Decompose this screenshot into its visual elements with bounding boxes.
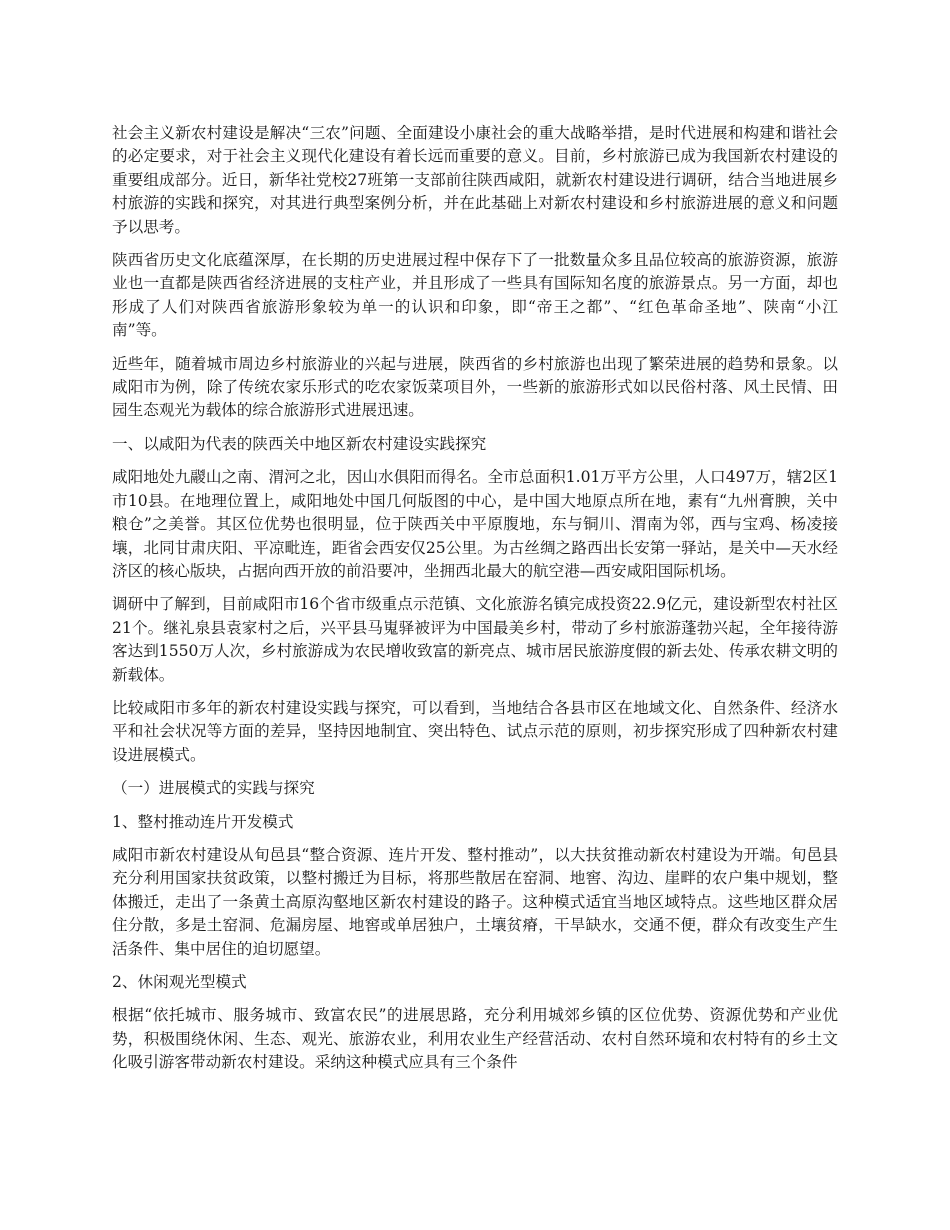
paragraph-four-models: 比较咸阳市多年的新农村建设实践与探究，可以看到，当地结合各县市区在地域文化、自然条件、经济水平和社会状况等方面的差异，坚持因地制宜、突出特色、试点示范的原则，初步探究形成了四种新农村建设进展模式。 — [112, 698, 838, 764]
section-heading-1: 一、以咸阳为代表的陕西关中地区新农村建设实践探究 — [112, 434, 487, 453]
paragraph-whole-village-model: 咸阳市新农村建设从旬邑县“整合资源、连片开发、整村推动”，以大扶贫推动新农村建设为开端。旬邑县充分利用国家扶贫政策，以整村搬迁为目标，将那些散居在窑洞、地窖、沟边、崖畔的农户集中规划，整体搬迁，走出了一条黄土高原沟壑地区新农村建设的路子。这种模式适宜当地区域特点。这些地区群众居住分散，多是土窑洞、危漏房屋、地窖或单居独户，土壤贫瘠，干旱缺水，交通不便，群众有改变生产生活条件、集中居住的迫切愿望。 — [112, 845, 838, 958]
paragraph-leisure-model: 根据“依托城市、服务城市、致富农民”的进展思路，充分利用城郊乡镇的区位优势、资源优势和产业优势，积极围绕休闲、生态、观光、旅游农业，利用农业生产经营活动、农村自然环境和农村特有的乡土文化吸引游客带动新农村建设。采纳这种模式应具有三个条件 — [112, 1006, 838, 1072]
paragraph-rural-tourism-trend: 近些年，随着城市周边乡村旅游业的兴起与进展，陕西省的乡村旅游也出现了繁荣进展的趋势和景象。以咸阳市为例，除了传统农家乐形式的吃农家饭菜项目外，一些新的旅游形式如以民俗村落、风土民情、田园生态观光为载体的综合旅游形式进展迅速。 — [112, 354, 838, 420]
paragraph-shaanxi-history: 陕西省历史文化底蕴深厚，在长期的历史进展过程中保存下了一批数量众多且品位较高的旅游资源，旅游业也一直都是陕西省经济进展的支柱产业，并且形成了一些具有国际知名度的旅游景点。另一方面，却也形成了人们对陕西省旅游形象较为单一的认识和印象，即“帝王之都”、“红色革命圣地”、陕南“小江南”等。 — [112, 251, 838, 340]
paragraph-intro: 社会主义新农村建设是解决“三农”问题、全面建设小康社会的重大战略举措，是时代进展和构建和谐社会的必定要求，对于社会主义现代化建设有着长远而重要的意义。目前，乡村旅游已成为我国新农村建设的重要组成部分。近日，新华社党校27班第一支部前往陕西咸阳，就新农村建设进行调研，结合当地进展乡村旅游的实践和探究，对其进行典型案例分析，并在此基础上对新农村建设和乡村旅游进展的意义和问题予以思考。 — [112, 124, 838, 236]
subsection-heading-1: （一）进展模式的实践与探究 — [112, 779, 315, 798]
document-body — [112, 122, 838, 1085]
item-heading-2: 2、休闲观光型模式 — [112, 973, 247, 991]
paragraph-investigation-results: 调研中了解到，目前咸阳市16个省市级重点示范镇、文化旅游名镇完成投资22.9亿元，建设新型农村社区21个。继礼泉县袁家村之后，兴平县马嵬驿被评为中国最美乡村，带动了乡村旅游蓬勃兴起，全年接待游客达到1550万人次，乡村旅游成为农民增收致富的新亮点、城市居民旅游度假的新去处、传承农耕文明的新载体。 — [112, 595, 838, 684]
paragraph-xianyang-geography: 咸阳地处九鬷山之南、渭河之北，因山水俱阳而得名。全市总面积1.01万平方公里，人口497万，辖2区1市10县。在地理位置上，咸阳地处中国几何版图的中心，是中国大地原点所在地，素有“九州膏腴，关中粮仓”之美誉。其区位优势也很明显，位于陕西关中平原腹地，东与铜川、渭南为邻，西与宝鸡、杨凌接壤，北同甘肃庆阳、平凉毗连，距省会西安仅25公里。为古丝绸之路西出长安第一驿站，是关中—天水经济区的核心版块，占据向西开放的前沿要冲，坐拥西北最大的航空港—西安咸阳国际机场。 — [112, 468, 838, 580]
item-heading-1: 1、整村推动连片开发模式 — [112, 812, 294, 831]
